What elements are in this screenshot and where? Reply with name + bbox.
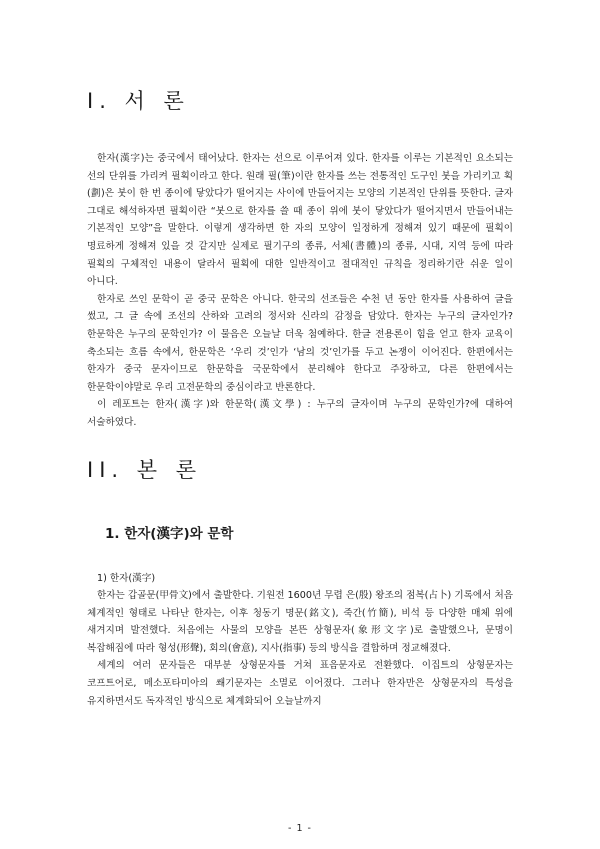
paragraph: 세계의 여러 문자들은 대부분 상형문자를 거쳐 표음문자로 전환했다. 이집트의 상형문자는 코프트어로, 메소포타미아의 쐐기문자는 소멸로 이어졌다. 그러나 한자만은 상형문자의 특성을 유지하면서도 독자적인 방식으로 체계화되어 오늘날까지 <box>87 660 513 707</box>
section-introduction <box>87 88 513 432</box>
section-heading-introduction: I. 서 론 <box>87 89 190 113</box>
section-body <box>87 457 513 711</box>
paragraph: 한자는 갑골문(甲骨文)에서 출발한다. 기원전 1600년 무렵 은(殷) 왕조의 점복(占卜) 기록에서 처음 체계적인 형태로 나타난 한자는, 이후 청동기 명문(銘文), 죽간(竹簡), 비석 등 다양한 매체 위에 새겨지며 발전했다. 처음에는 사물의 모양을 본뜬 상형문자(象形文字)로 출발했으나, 문명이 복잡해짐에 따라 형성(形聲), 회의(會意), 지사(指事) 등의 방식을 결합하며 정교해졌다. <box>87 590 514 654</box>
paragraph: 이 레포트는 한자(漢字)와 한문학(漢文學) : 누구의 글자이며 누구의 문학인가?에 대하여 서술하였다. <box>87 399 513 428</box>
item-heading: 1) 한자(漢字) <box>97 572 156 584</box>
subsection-heading: 1. 한자(漢字)와 문학 <box>105 525 234 542</box>
paragraph: 한자(漢字)는 중국에서 태어났다. 한자는 선으로 이루어져 있다. 한자를 이루는 기본적인 요소되는 선의 단위를 가리켜 필획이라고 한다. 원래 필(筆)이란 한자를 쓰는 전통적인 도구인 붓을 가리키고 획(劃)은 붓이 한 번 종이에 닿았다가 떨어지는 사이에 만들어지는 모양의 기본적인 단위를 뜻한다. 글자 그대로 해석하자면 필획이란 “붓으로 한자를 쓸 때 종이 위에 붓이 닿았다가 떨어지면서 만들어내는 기본적인 모양”을 말한다. 이렇게 생각하면 한 자의 모양이 일정하게 정해져 있기 때문에 필획이 명료하게 정해져 있을 것 같지만 실제로 필기구의 종류, 서체(書體)의 종류, 시대, 지역 등에 따라 필획의 구체적인 내용이 달라서 필획에 대한 일반적이고 절대적인 규칙을 정리하기란 쉬운 일이 아니다. <box>87 153 513 288</box>
page-number: - 1 - <box>288 823 312 834</box>
paragraph: 한자로 쓰인 문학이 곧 중국 문학은 아니다. 한국의 선조들은 수천 년 동안 한자를 사용하여 글을 썼고, 그 글 속에 조선의 산하와 고려의 정서와 신라의 감정을 담았다. 한자는 누구의 글자인가? 한문학은 누구의 문학인가? 이 물음은 오늘날 더욱 첨예하다. 한글 전용론이 힘을 얻고 한자 교육이 축소되는 흐름 속에서, 한문학은 ‘우리 것’인가 ‘남의 것’인가를 두고 논쟁이 이어진다. 한편에서는 한자가 중국 문자이므로 한문학을 국문학에서 분리해야 한다고 주장하고, 다른 한편에서는 한문학이야말로 우리 고전문학의 중심이라고 반론한다. <box>87 293 513 393</box>
section-heading-body: II. 본 론 <box>87 457 202 482</box>
